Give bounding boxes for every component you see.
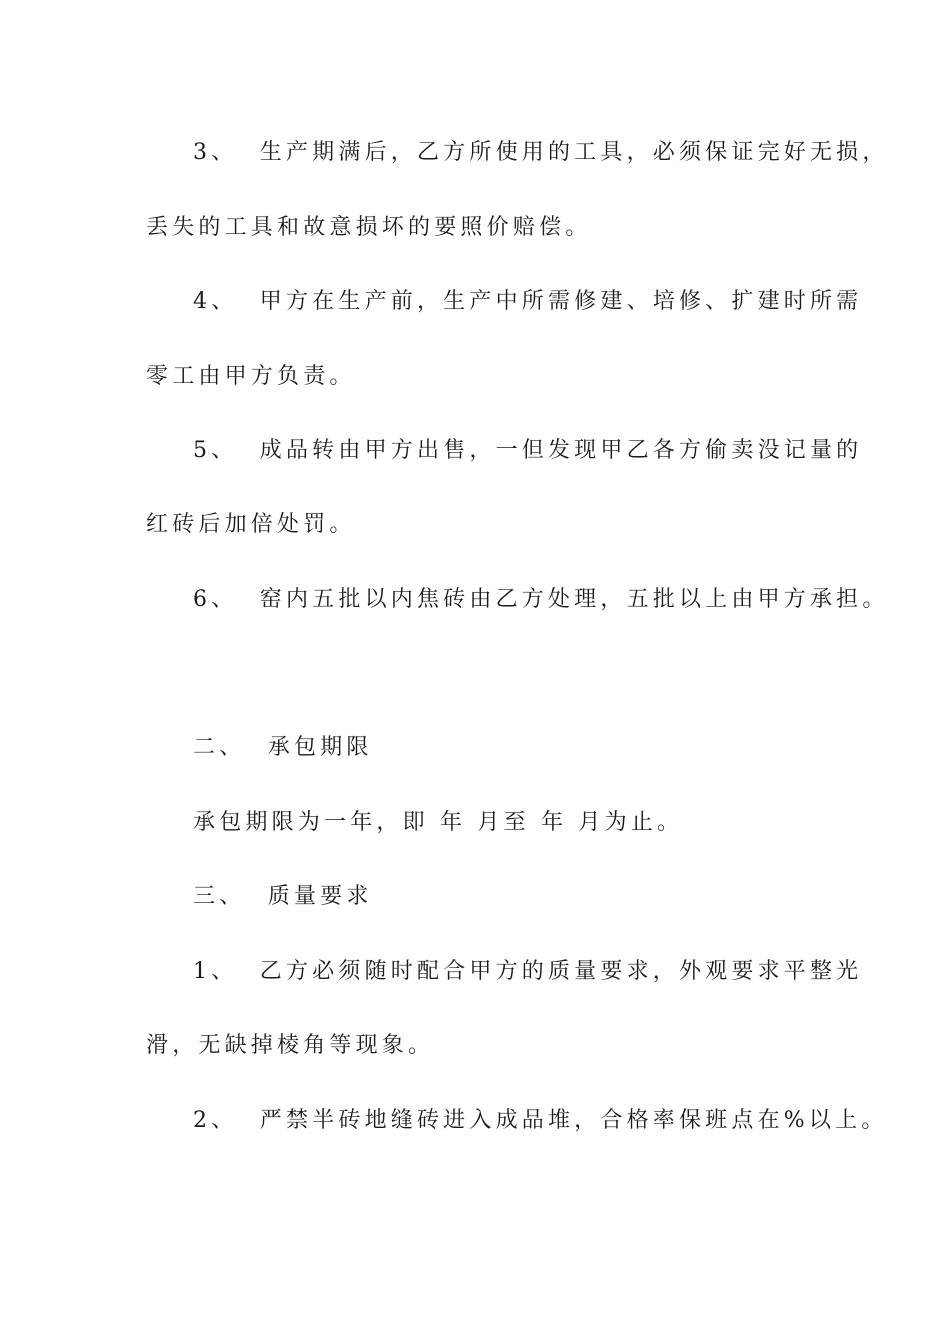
clause-3-line-2: 丢失的工具和故意损坏的要照价赔偿。 [146,215,592,240]
section-2-heading: 二、 承包期限 [193,735,373,760]
clause-5-line-1: 5、 成品转由甲方出售，一但发现甲乙各方偷卖没记量的 [193,438,863,463]
clause-4-line-1: 4、 甲方在生产前，生产中所需修建、培修、扩建时所需 [193,289,863,314]
quality-item-1-line-2: 滑，无缺掉棱角等现象。 [146,1033,435,1058]
quality-item-1-line-1: 1、 乙方必须随时配合甲方的质量要求，外观要求平整光 [193,959,863,984]
clause-3-line-1: 3、 生产期满后，乙方所使用的工具，必须保证完好无损， [193,140,889,165]
clause-4-line-2: 零工由甲方负责。 [146,364,356,389]
clause-5-line-2: 红砖后加倍处罚。 [146,512,356,537]
section-2-body: 承包期限为一年，即 年 月至 年 月为止。 [193,810,684,835]
quality-item-2-line-1: 2、 严禁半砖地缝砖进入成品堆，合格率保班点在%以上。 [193,1108,888,1133]
clause-6-line-1: 6、 窑内五批以内焦砖由乙方处理，五批以上由甲方承担。 [193,587,889,612]
section-3-heading: 三、 质量要求 [193,884,373,909]
